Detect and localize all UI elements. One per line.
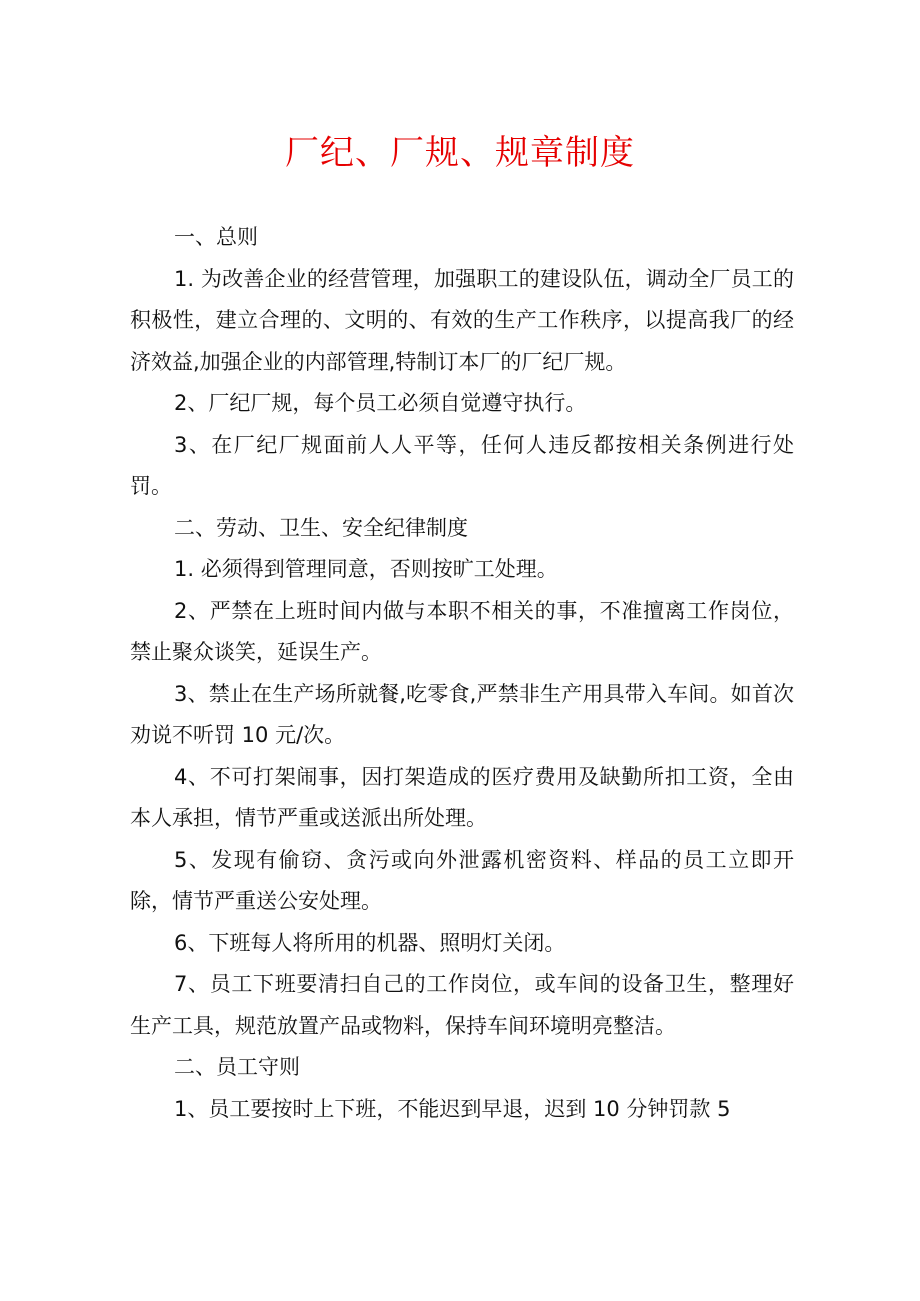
section-heading-employee-code: 二、员工守则 [174,1055,300,1079]
paragraph-discipline-3: 3、禁止在生产场所就餐,吃零食,严禁非生产用具带入车间。如首次劝说不听罚 10 元/次。 [130,681,794,747]
document-title: 厂纪、厂规、规章制度 [285,133,635,173]
section-heading-general: 一、总则 [174,225,258,249]
paragraph-discipline-7: 7、员工下班要清扫自己的工作岗位，或车间的设备卫生，整理好生产工具，规范放置产品或物料，保持车间环境明亮整洁。 [130,972,794,1038]
paragraph-discipline-1: 1. 必须得到管理同意，否则按旷工处理。 [174,557,558,581]
paragraph-discipline-4: 4、不可打架闹事，因打架造成的医疗费用及缺勤所扣工资，全由本人承担，情节严重或送派出所处理。 [130,764,794,830]
paragraph-general-2: 2、厂纪厂规，每个员工必须自觉遵守执行。 [174,391,587,415]
paragraph-discipline-6: 6、下班每人将所用的机器、照明灯关闭。 [174,930,566,955]
paragraph-discipline-5: 5、发现有偷窃、贪污或向外泄露机密资料、样品的员工立即开除，情节严重送公安处理。 [130,847,794,913]
paragraph-discipline-2: 2、严禁在上班时间内做与本职不相关的事，不准擅离工作岗位，禁止聚众谈笑，延误生产。 [130,598,794,664]
section-heading-discipline: 二、劳动、卫生、安全纪律制度 [174,515,468,540]
paragraph-general-3: 3、在厂纪厂规面前人人平等，任何人违反都按相关条例进行处罚。 [130,432,794,498]
document-body [130,217,794,1130]
paragraph-general-1: 1. 为改善企业的经营管理，加强职工的建设队伍，调动全厂员工的积极性，建立合理的、文明的、有效的生产工作秩序，以提高我厂的经济效益,加强企业的内部管理,特制订本厂的厂纪厂规。 [130,266,794,374]
paragraph-employee-code-1: 1、员工要按时上下班，不能迟到早退，迟到 10 分钟罚款 5 [174,1096,731,1121]
